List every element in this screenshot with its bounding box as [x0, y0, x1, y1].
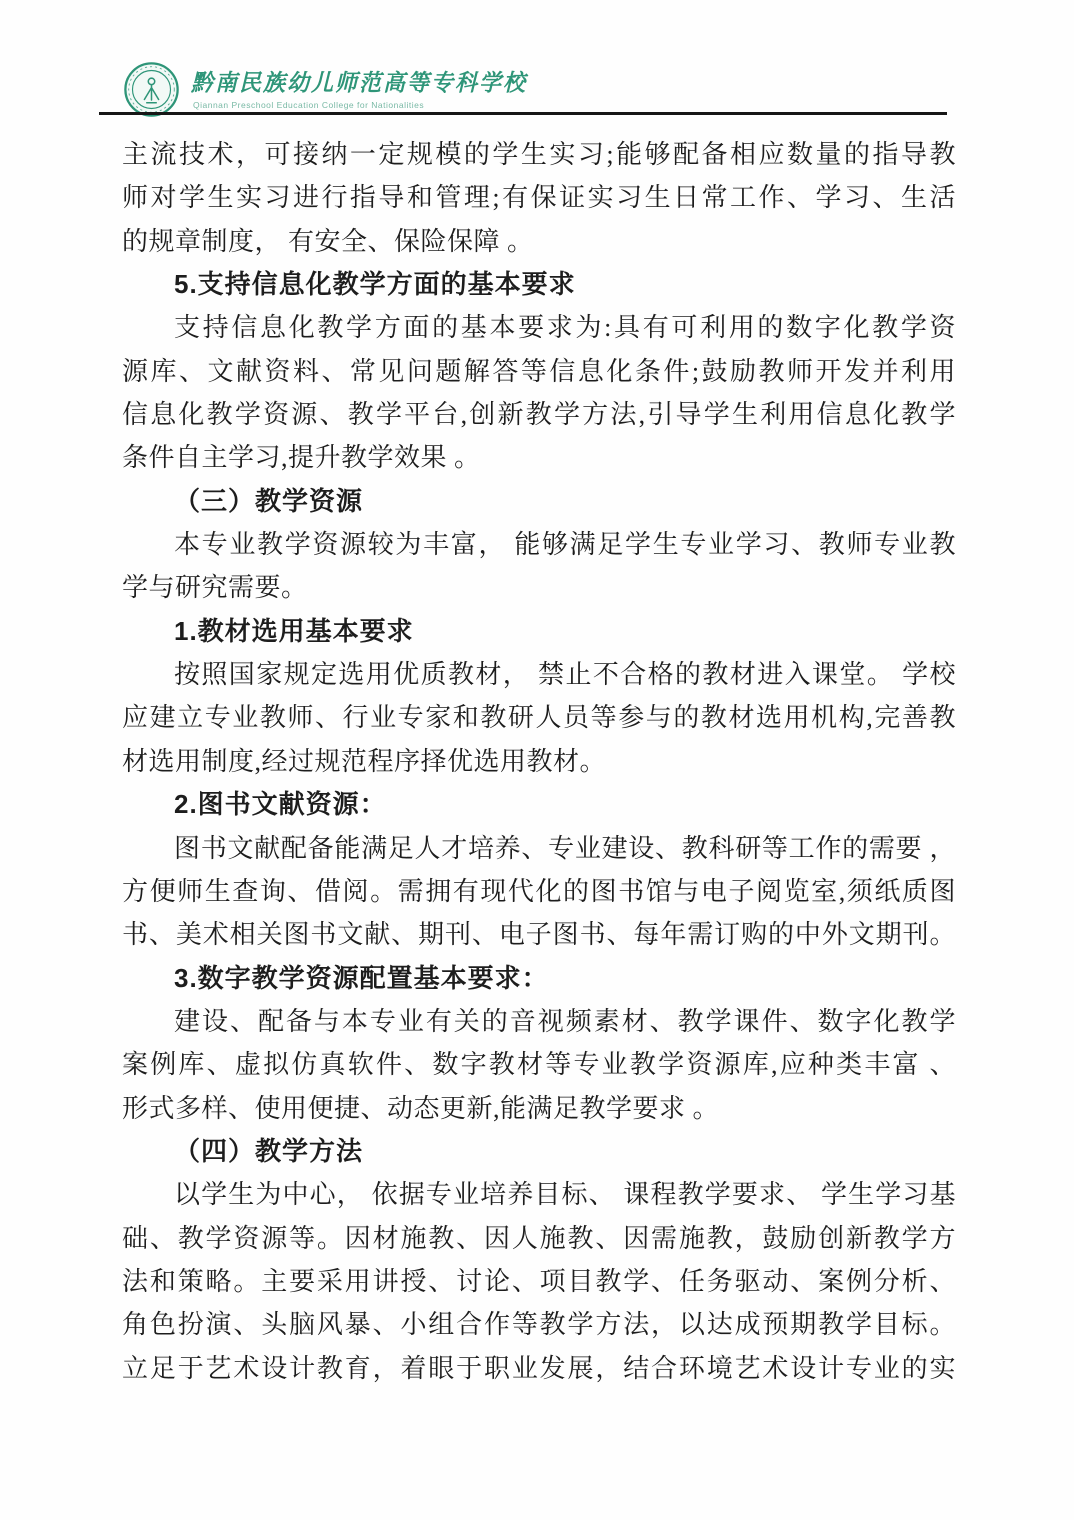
text-line: 支持信息化教学方面的基本要求为:具有可利用的数字化教学资 [174, 313, 956, 343]
header-divider [99, 112, 947, 115]
text-line: 的规章制度， 有安全、保险保障 。 [122, 226, 534, 256]
school-name-chinese: 黔南民族幼儿师范高等专科学校 [191, 68, 528, 96]
heading-line: （三）教学资源 [174, 485, 364, 516]
text-line: 角色扮演、头脑风暴、小组合作等教学方法，以达成预期教学目标。 [122, 1310, 956, 1340]
text-line: 材选用制度,经过规范程序择优选用教材。 [122, 746, 607, 776]
text-line: 图书文献配备能满足人才培养、专业建设、教科研等工作的需要 ， [174, 833, 956, 863]
text-line: 书、美术相关图书文献、期刊、电子图书、每年需订购的中外文期刊。 [122, 920, 956, 950]
text-line: 建设、配备与本专业有关的音视频素材、教学课件、数字化教学 [174, 1006, 956, 1036]
school-seal-icon [123, 61, 180, 118]
text-line: 源库、文献资料、常见问题解答等信息化条件;鼓励教师开发并利用 [122, 356, 956, 386]
text-line: 师对学生实习进行指导和管理;有保证实习生日常工作、学习、生活 [122, 183, 956, 213]
text-line: 础、教学资源等。因材施教、因人施教、因需施教，鼓励创新教学方 [122, 1223, 956, 1253]
heading-line: 2.图书文献资源： [174, 789, 387, 820]
heading-line: 5.支持信息化教学方面的基本要求 [174, 269, 576, 300]
text-line: 以学生为中心， 依据专业培养目标、 课程教学要求、 学生学习基 [174, 1180, 956, 1210]
heading-line: （四）教学方法 [174, 1135, 364, 1166]
text-line: 方便师生查询、借阅。需拥有现代化的图书馆与电子阅览室,须纸质图 [122, 876, 956, 906]
heading-line: 1.教材选用基本要求 [174, 615, 414, 646]
text-line: 法和策略。主要采用讲授、讨论、项目教学、任务驱动、案例分析、 [122, 1266, 956, 1296]
text-line: 应建立专业教师、行业专家和教研人员等参与的教材选用机构,完善教 [122, 703, 956, 733]
document-body [122, 133, 956, 1390]
school-name-block [191, 70, 527, 110]
text-line: 按照国家规定选用优质教材， 禁止不合格的教材进入课堂。 学校 [174, 660, 956, 690]
text-line: 案例库、虚拟仿真软件、数字教材等专业教学资源库,应种类丰富 、 [122, 1050, 956, 1080]
text-line: 立足于艺术设计教育，着眼于职业发展，结合环境艺术设计专业的实 [122, 1353, 956, 1383]
text-line: 条件自主学习,提升教学效果 。 [122, 443, 481, 473]
text-line: 形式多样、使用便捷、动态更新,能满足教学要求 。 [122, 1093, 720, 1123]
text-line: 信息化教学资源、教学平台,创新教学方法,引导学生利用信息化教学 [122, 400, 956, 430]
heading-line: 3.数字教学资源配置基本要求： [174, 962, 549, 993]
school-name-english: Qiannan Preschool Education College for Nationalities [193, 99, 425, 110]
text-line: 本专业教学资源较为丰富， 能够满足学生专业学习、教师专业教 [174, 530, 956, 560]
text-line: 主流技术，可接纳一定规模的学生实习;能够配备相应数量的指导教 [122, 140, 956, 169]
page-header [123, 61, 527, 118]
text-line: 学与研究需要。 [122, 573, 308, 603]
